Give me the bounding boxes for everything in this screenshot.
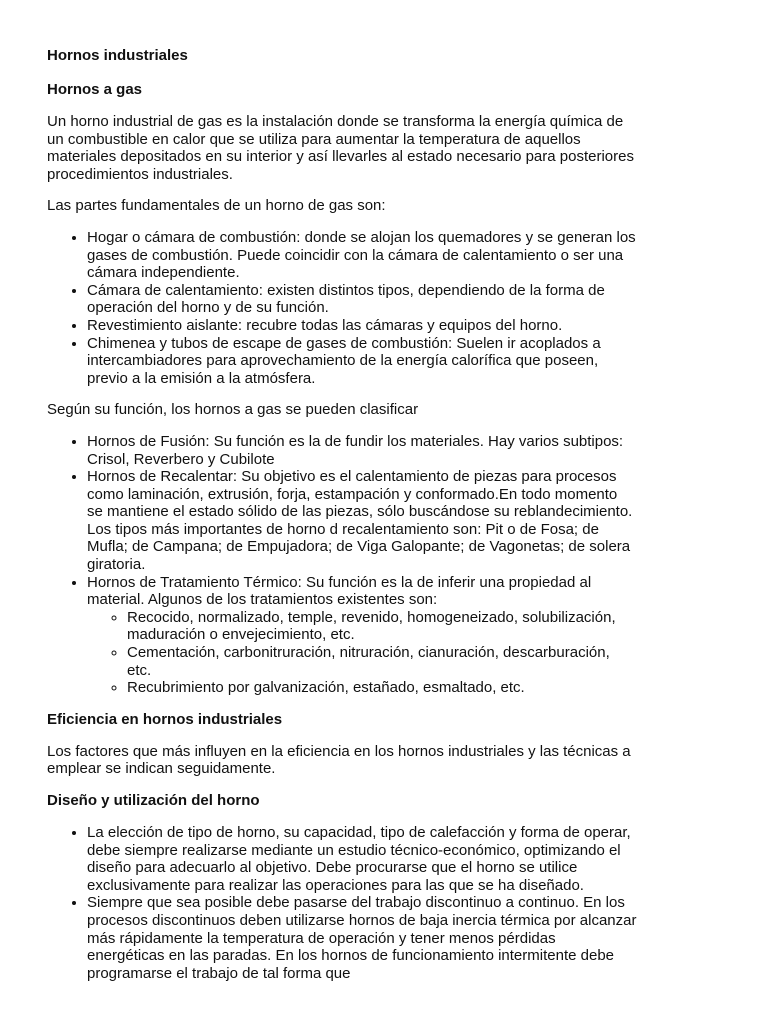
design-list bbox=[47, 824, 637, 982]
paragraph-classification-intro: Según su función, los hornos a gas se pueden clasificar bbox=[47, 401, 419, 419]
list-item: ◦ Recocido, normalizado, temple, revenido, homogeneizado, solubilización, maduración o envejecimiento, etc. bbox=[127, 609, 637, 644]
list-item: ◦ Recubrimiento por galvanización, estañado, esmaltado, etc. bbox=[127, 679, 637, 697]
list-item: • Hornos de Recalentar: Su objetivo es el calentamiento de piezas para procesos como laminación, extrusión, forja, estampación y conformado.En todo momento se mantiene el estado sólido de las piezas, sólo buscándose su reblandecimiento. Los tipos más importantes de horno d recalentamiento son: Pit o de Fosa; de Mufla; de Campana; de Empujadora; de Viga Galopante; de Vagonetas; de solera giratoria. bbox=[87, 468, 637, 574]
list-item: • Siempre que sea posible debe pasarse del trabajo discontinuo a continuo. En los procesos discontinuos deben utilizarse hornos de baja inercia térmica por alcanzar más rápidamente la temperatura de operación y tener menos pérdidas energéticas en las paradas. En los hornos de funcionamiento intermitente debe programarse el trabajo de tal forma que bbox=[87, 894, 637, 982]
paragraph-gas-intro: Un horno industrial de gas es la instalación donde se transforma la energía química de un combustible en calor que se utiliza para aumentar la temperatura de aquellos materiales depositados en su interior y así llevarles al estado necesario para posteriores procedimientos industriales. bbox=[47, 113, 634, 183]
list-item bbox=[87, 574, 637, 697]
furnace-types-list bbox=[47, 433, 637, 697]
document-title: Hornos industriales bbox=[47, 47, 188, 64]
list-item-text: Hornos de Tratamiento Térmico: Su función es la de inferir una propiedad al material. Algunos de los tratamientos existentes son: bbox=[87, 573, 592, 609]
paragraph-efficiency-intro: Los factores que más influyen en la eficiencia en los hornos industriales y las técnicas a emplear se indican seguidamente. bbox=[47, 742, 631, 778]
list-item: • Hornos de Fusión: Su función es la de fundir los materiales. Hay varios subtipos: Crisol, Reverbero y Cubilote bbox=[87, 433, 637, 468]
list-item: ◦ Cementación, carbonitruración, nitruración, cianuración, descarburación, etc. bbox=[127, 644, 637, 679]
section-heading-efficiency: Eficiencia en hornos industriales bbox=[47, 710, 283, 728]
list-item: • Cámara de calentamiento: existen distintos tipos, dependiendo de la forma de operación del horno y de su función. bbox=[87, 282, 637, 317]
paragraph-parts-intro: Las partes fundamentales de un horno de gas son: bbox=[47, 197, 386, 215]
list-item: • Hogar o cámara de combustión: donde se alojan los quemadores y se generan los gases de combustión. Puede coincidir con la cámara de calentamiento o ser una cámara independiente. bbox=[87, 229, 637, 282]
treatments-list bbox=[87, 609, 637, 697]
section-heading-gas: Hornos a gas bbox=[47, 81, 143, 98]
document-body bbox=[47, 81, 637, 996]
list-item: • Revestimiento aislante: recubre todas las cámaras y equipos del horno. bbox=[87, 317, 637, 335]
list-item: • Chimenea y tubos de escape de gases de combustión: Suelen ir acoplados a intercambiadores para aprovechamiento de la energía calorífica que poseen, previo a la emisión a la atmósfera. bbox=[87, 335, 637, 388]
list-item: • La elección de tipo de horno, su capacidad, tipo de calefacción y forma de operar, debe siempre realizarse mediante un estudio técnico-económico, optimizando el diseño para adecuarlo al objetivo. Debe procurarse que el horno se utilice exclusivamente para realizar las operaciones para las que se ha diseñado. bbox=[87, 824, 637, 894]
section-heading-design: Diseño y utilización del horno bbox=[47, 792, 260, 809]
parts-list bbox=[47, 229, 637, 387]
